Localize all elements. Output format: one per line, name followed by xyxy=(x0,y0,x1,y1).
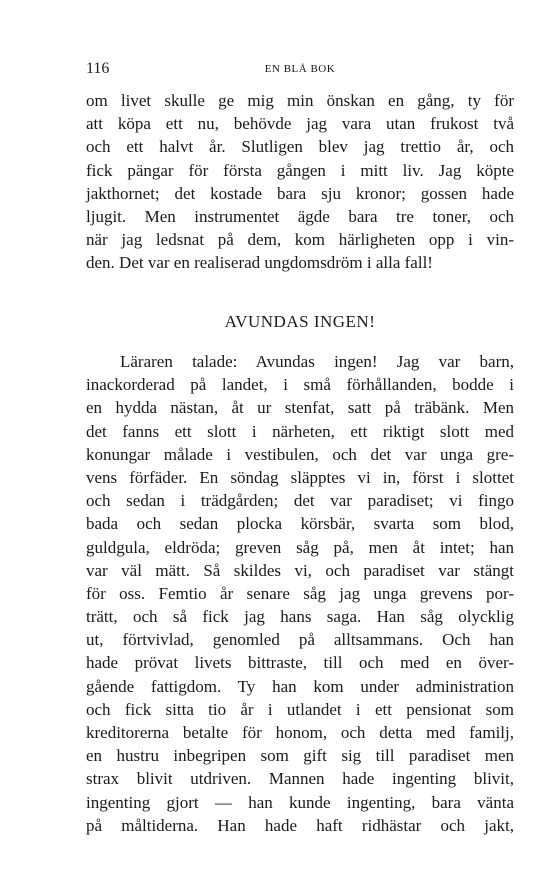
text-line: det fanns ett slott i närheten, ett riktigt slott med xyxy=(86,421,514,441)
text-line: guldgula, eldröda; greven såg på, men åt intet; han xyxy=(86,537,514,557)
section-title: AVUNDAS INGEN! xyxy=(224,312,376,331)
text-line: jakthornet; det kostade bara sju kronor; gossen hade xyxy=(86,183,514,203)
text-line: vens förfäder. En söndag släpptes vi in, först i slottet xyxy=(86,467,514,487)
text-line: inackorderad på landet, i små förhållanden, bodde i xyxy=(86,375,514,395)
text-line: om livet skulle ge mig min önskan en gång, ty för xyxy=(86,91,514,110)
text-line: trätt, och så fick jag hans saga. Han såg olycklig xyxy=(86,607,514,627)
text-line: ingenting gjort — han kunde ingenting, bara vänta xyxy=(86,792,514,812)
text-line: när jag ledsnat på dem, kom härligheten opp i vin- xyxy=(86,230,514,250)
text-line: för oss. Femtio år senare såg jag unga grevens por- xyxy=(86,583,514,603)
page-header xyxy=(86,60,514,80)
text-line: och fick sitta tio år i utlandet i ett pensionat som xyxy=(86,699,514,719)
text-line: och ett halvt år. Slutligen blev jag trettio år, och xyxy=(86,137,514,157)
text-line: Läraren talade: Avundas ingen! Jag var barn, xyxy=(120,352,514,371)
text-line: den. Det var en realiserad ungdomsdröm i alla fall! xyxy=(86,253,433,273)
text-line: var väl mätt. Så skildes vi, och paradiset var stängt xyxy=(86,560,514,580)
text-line: en hydda nästan, åt ur stenfat, satt på träbänk. Men xyxy=(86,398,514,418)
running-title: EN BLÅ BOK xyxy=(264,63,336,75)
paragraph-avundas-ingen xyxy=(86,350,514,837)
text-line: hade prövat livets bittraste, till och med en över- xyxy=(86,653,514,673)
text-line: fick pängar för första gången i mitt liv. Jag köpte xyxy=(86,160,514,180)
text-line: och sedan i trädgården; det var paradiset; vi fingo xyxy=(86,491,514,511)
text-line: konungar målade i vestibulen, och det var unga gre- xyxy=(86,444,514,464)
text-line: på måltiderna. Han hade haft ridhästar och jakt, xyxy=(86,815,514,835)
text-line: strax blivit utdriven. Mannen hade ingenting blivit, xyxy=(86,769,514,789)
text-line: en hustru inbegripen som gift sig till paradiset men xyxy=(86,746,514,766)
text-line: ut, förtvivlad, genomled på alltsammans. Och han xyxy=(86,630,514,650)
paragraph-continued xyxy=(86,89,514,275)
text-line: gående fattigdom. Ty han kom under administration xyxy=(86,676,514,696)
text-line: bada och sedan plocka körsbär, svarta som blod, xyxy=(86,514,514,534)
text-line: kreditorerna betalte för honom, och detta med familj, xyxy=(86,723,514,742)
text-line: att köpa ett nu, behövde jag vara utan frukost två xyxy=(86,114,514,134)
text-line: ljugit. Men instrumentet ägde bara tre toner, och xyxy=(86,206,514,226)
page-number: 116 xyxy=(86,60,110,77)
